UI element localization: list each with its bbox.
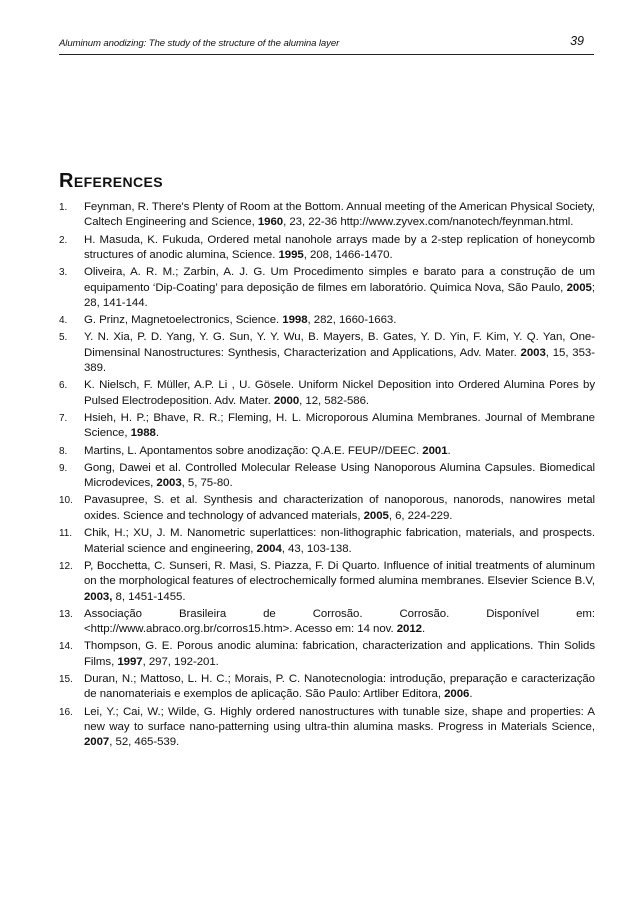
reference-text (84, 266, 595, 309)
reference-item (59, 559, 595, 605)
reference-year: 1998 (282, 314, 308, 327)
reference-text (84, 201, 595, 228)
reference-item (59, 444, 595, 459)
reference-segment: Associação Brasileira de Corrosão. Corrosão. Disponível em: <http://www.abraco.org.br/corros15.htm>. Acesso em: 14 nov. (84, 607, 595, 636)
reference-year: 2007 (84, 736, 110, 749)
reference-year: 2005 (363, 509, 389, 522)
reference-segment: , 208, 1466-1470. (303, 249, 393, 262)
reference-year: 2000 (273, 394, 300, 407)
reference-segment: , 43, 103-138. (281, 542, 352, 555)
reference-segment: , 12, 582-586. (299, 394, 370, 407)
reference-segment: , 282, 1660-1663. (307, 314, 397, 327)
running-title: Aluminum anodizing: The study of the structure of the alumina layer (59, 38, 340, 49)
reference-segment: G. Prinz, Magnetoelectronics, Science. (84, 314, 283, 327)
reference-number: 4. (59, 315, 68, 327)
reference-number: 15. (59, 673, 73, 685)
reference-segment: Pavasupree, S. et al. Synthesis and characterization of nanoporous, nanorods, nanowires metal oxides. Science and technology of advanced materials, (84, 494, 595, 522)
reference-item (59, 265, 595, 311)
reference-segment: Oliveira, A. R. M.; Zarbin, A. J. G. Um Procedimento simples e barato para a construção de um equipamento ‘Dip-Coating’ para deposição de filmes em laboratório. Quimica Nova, São Paulo, (84, 266, 595, 294)
reference-number: 6. (59, 380, 68, 392)
page-number: 39 (570, 34, 584, 48)
section-title: References (59, 170, 164, 192)
reference-number: 11. (59, 528, 73, 540)
reference-item (59, 639, 595, 670)
reference-number: 8. (59, 445, 68, 457)
reference-segment: ; 28, 141-144. (84, 281, 595, 310)
reference-segment: H. Masuda, K. Fukuda, Ordered metal nanohole arrays made by a 2-step replication of honeycomb structures of anodic alumina, Science. (84, 233, 595, 262)
reference-text (84, 494, 595, 521)
reference-year: 2006 (444, 688, 470, 701)
reference-segment: Thompson, G. E. Porous anodic alumina: fabrication, characterization and applications. Thin Solids Films, (84, 640, 595, 668)
reference-segment: P, Bocchetta, C. Sunseri, R. Masi, S. Piazza, F. Di Quarto. Influence of initial treatments of aluminum on the morphological features of electrochemically formed alumina membranes. Elsevier Science B.V, (84, 559, 595, 588)
reference-item (59, 378, 595, 409)
reference-text (84, 462, 595, 489)
reference-segment: , 15, 353-389. (84, 346, 596, 375)
reference-text (84, 673, 595, 700)
reference-year: 1960 (257, 216, 284, 229)
reference-item (59, 493, 595, 524)
reference-number: 5. (59, 332, 68, 344)
reference-text (84, 314, 396, 326)
reference-number: 2. (59, 234, 68, 246)
reference-text (84, 608, 595, 635)
reference-number: 3. (59, 267, 68, 279)
reference-segment: , 52, 465-539. (109, 736, 180, 749)
reference-item (59, 200, 595, 231)
reference-item (59, 607, 595, 638)
reference-year: 2004 (256, 542, 282, 555)
reference-item (59, 672, 595, 703)
reference-segment: , 5, 75-80. (181, 477, 233, 490)
reference-year: 2003, (84, 590, 113, 603)
reference-year: 2001 (422, 444, 448, 457)
reference-segment: . (447, 444, 451, 457)
reference-number: 14. (59, 641, 73, 653)
reference-segment: Duran, N.; Mattoso, L. H. C.; Morais, P. C. Nanotecnologia: introdução, preparação e caracterização de nanomateriais e exemplos de aplicação. São Paulo: Artliber Editora, (84, 672, 595, 701)
reference-text (84, 379, 595, 406)
reference-segment: Feynman, R. There's Plenty of Room at the Bottom. Annual meeting of the American Physical Society, Caltech Engineering and Science, (84, 201, 595, 229)
reference-number: 9. (59, 462, 68, 474)
reference-number: 16. (59, 706, 73, 718)
reference-text (84, 706, 595, 749)
reference-item (59, 330, 595, 376)
running-header (59, 36, 594, 55)
reference-item (59, 233, 595, 264)
reference-text (84, 412, 595, 439)
reference-segment: . (469, 688, 473, 701)
reference-year: 2003 (156, 477, 182, 490)
reference-year: 1995 (278, 249, 304, 262)
reference-text (84, 234, 595, 261)
reference-segment: 8, 1451-1455. (112, 590, 186, 603)
reference-segment: , 6, 224-229. (388, 509, 453, 522)
reference-item (59, 526, 595, 557)
reference-number: 7. (59, 413, 68, 425)
reference-segment: . (422, 623, 426, 636)
reference-year: 1988 (130, 427, 156, 440)
reference-segment: Hsieh, H. P.; Bhave, R. R.; Fleming, H. L. Microporous Alumina Membranes. Journal of Membrane Science, (84, 412, 595, 440)
reference-text (84, 560, 595, 603)
reference-number: 12. (59, 560, 73, 572)
reference-item (59, 313, 595, 328)
reference-segment: Gong, Dawei et al. Controlled Molecular Release Using Nanoporous Alumina Capsules. Biomedical Microdevices, (84, 461, 595, 490)
reference-year: 2005 (566, 281, 592, 294)
reference-segment: Lei, Y.; Cai, W.; Wilde, G. Highly ordered nanostructures with tunable size, shape and properties: A new way to surface nano-patterning using ultra-thin alumina masks. Progress in Materials Science, (84, 705, 595, 733)
reference-year: 2003 (520, 346, 546, 359)
reference-item (59, 411, 595, 442)
reference-year: 2012 (396, 623, 422, 636)
reference-item (59, 461, 595, 492)
reference-segment: Martins, L. Apontamentos sobre anodização: Q.A.E. FEUP//DEEC. (84, 444, 423, 457)
reference-segment: , 297, 192-201. (142, 655, 219, 668)
reference-year: 1997 (117, 655, 143, 668)
reference-segment: K. Nielsch, F. Müller, A.P. Li , U. Gösele. Uniform Nickel Deposition into Ordered Alumina Pores by Pulsed Electrodeposition. Adv. Mater. (84, 379, 595, 407)
reference-segment: , 23, 22-36 http://www.zyvex.com/nanotech/feynman.html. (283, 216, 574, 229)
reference-segment: Chik, H.; XU, J. M. Nanometric superlattices: non-lithographic fabrication, materials, and prospects. Material science and engineering, (84, 527, 595, 555)
reference-text (84, 527, 595, 554)
reference-list (59, 200, 595, 753)
reference-text (84, 640, 595, 667)
reference-segment: . (155, 427, 159, 440)
reference-text (84, 331, 595, 374)
reference-number: 13. (59, 608, 73, 620)
reference-number: 1. (59, 202, 68, 213)
reference-segment: Y. N. Xia, P. D. Yang, Y. G. Sun, Y. Y. Wu, B. Mayers, B. Gates, Y. D. Yin, F. Kim, Y. Q. Yan, One-Dimensinal Nanostructures: Synthesis, Characterization and Applications, Adv. Mater. (84, 331, 595, 359)
reference-item (59, 705, 595, 751)
reference-text (84, 445, 451, 457)
reference-number: 10. (59, 495, 73, 507)
